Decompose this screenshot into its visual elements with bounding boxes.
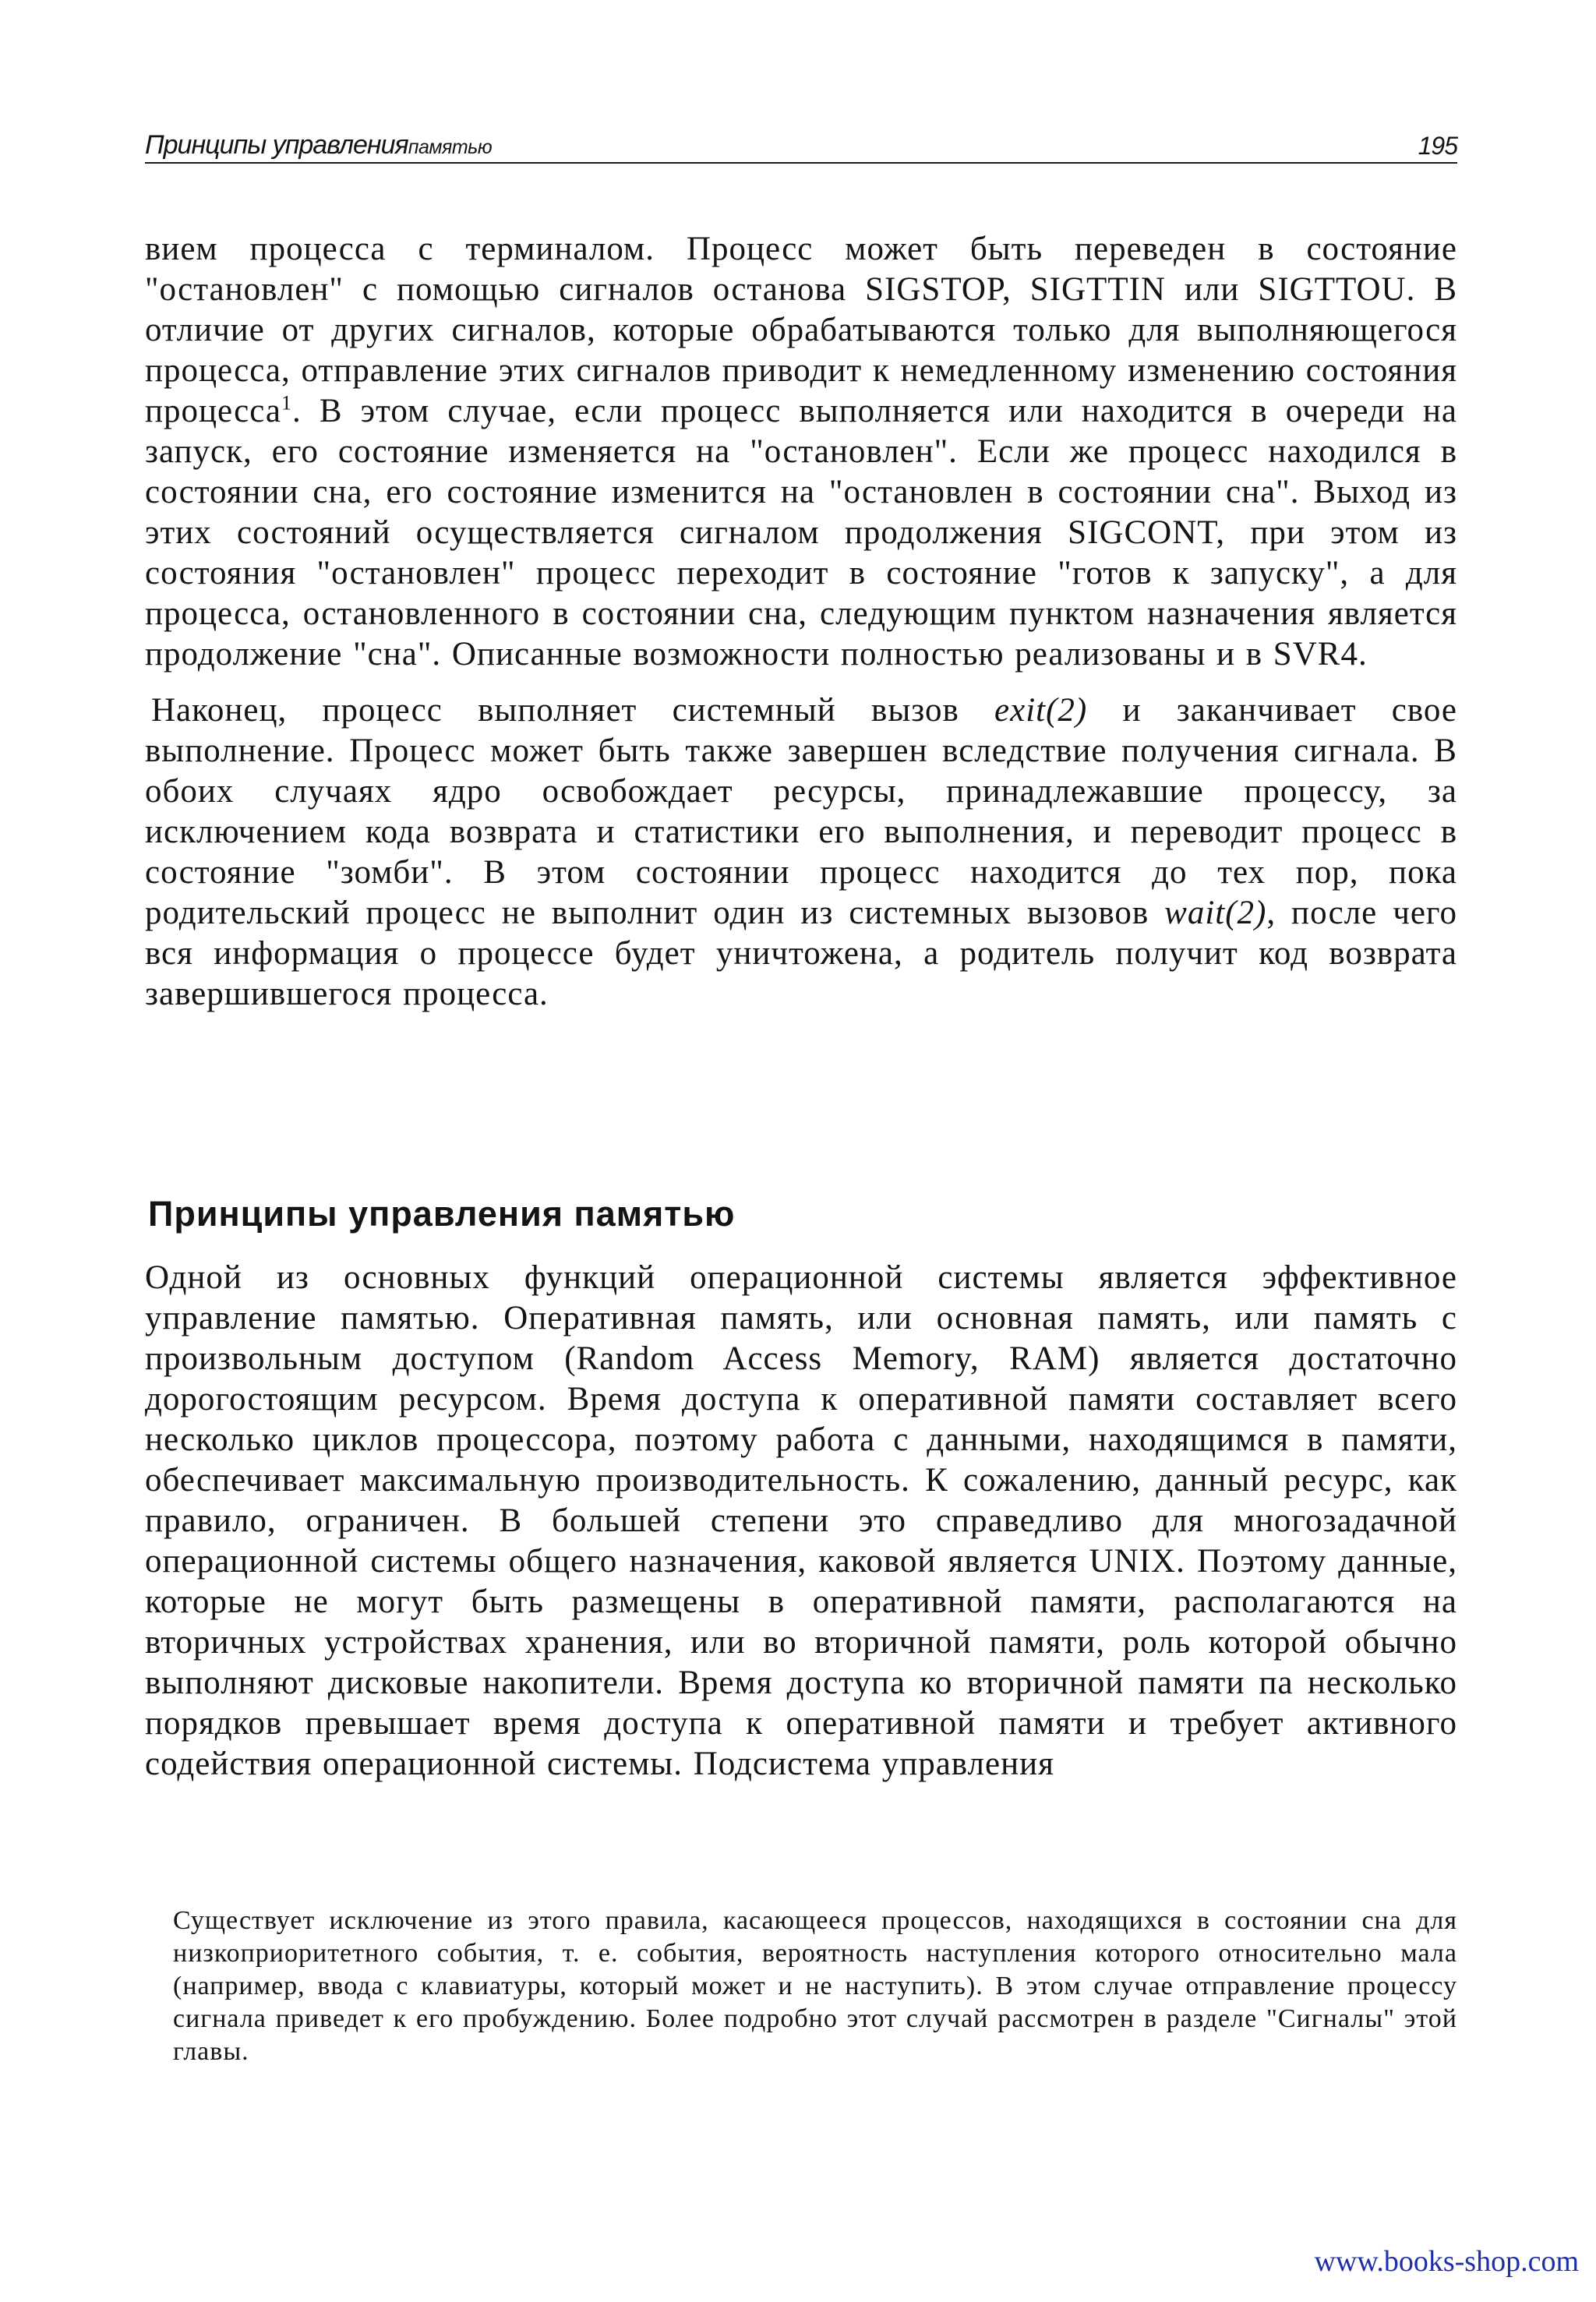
footnote-text: Существует исключение из этого правила, касающееся процессов, находящихся в состоянии сна для низкоприоритетного события, т. е. события, вероятность наступления которого относительно мала (например, ввода с клавиатуры, который может и не наступить). В этом случае отправление процессу сигнала приведет к его пробуждению. Более подробно этот случай рассмотрен в разделе "Сигналы" этой главы. — [173, 1906, 1457, 2066]
paragraph-exit-text-c: , после чего вся информация о процессе будет уничтожена, а родитель получит код возврата завершившегося процесса. — [145, 895, 1457, 1012]
paragraph-exit — [145, 690, 1457, 1015]
running-header — [145, 131, 1457, 164]
watermark-link[interactable]: www.books-shop.com — [1314, 2245, 1579, 2278]
page-number: 195 — [1418, 132, 1457, 160]
running-title — [145, 130, 492, 161]
paragraph-signals-text-a: вием процесса с терминалом. Процесс может быть переведен в состояние "остановлен" с помощью сигналов останова SIGSTOP, SIGTTIN или SIGTTOU. В отличие от других сигналов, которые обрабатываются только для выполняющегося процесса, отправление этих сигналов приводит к немедленному изменению состояния процесса — [145, 231, 1457, 429]
section-heading: Принципы управления памятью — [148, 1194, 736, 1234]
paragraph-memory: Одной из основных функций операционной системы является эффективное управление памятью. Оперативная память, или основная память, или память с произвольным доступом (Random Access Memory, RAM) является достаточно дорогостоящим ресурсом. Время доступа к оперативной памяти составляет всего несколько циклов процессора, поэтому работа с данными, находящимся в памяти, обеспечивает максимальную производительность. К сожалению, данный ресурс, как правило, ограничен. В большей степени это справедливо для многозадачной операционной системы общего назначения, каковой является UNIX. Поэтому данные, которые не могут быть размещены в оперативной памяти, располагаются на вторичных устройствах хранения, или во вторичной памяти, роль которой обычно выполняют дисковые накопители. Время доступа ко вторичной памяти па несколько порядков превышает время доступа к оперативной памяти и требует активного содействия операционной системы. Подсистема управления — [145, 1259, 1457, 1782]
syscall-wait: wait(2) — [1164, 895, 1267, 931]
body-text-top — [145, 229, 1457, 1015]
footnote — [173, 1905, 1457, 2068]
paragraph-signals — [145, 229, 1457, 675]
paragraph-exit-text-a: Наконец, процесс выполняет системный вызов — [151, 692, 995, 729]
body-text-section — [145, 1258, 1457, 1785]
footnote-reference: 1 — [281, 391, 292, 415]
paragraph-exit-text-b: и заканчивает свое выполнение. Процесс может быть также завершен вследствие получения сигнала. В обоих случаях ядро освобождает ресурсы, принадлежавшие процессу, за исключением кода возврата и статистики его выполнения, и переводит процесс в состояние "зомби". В этом состоянии процесс находится до тех пор, пока родительский процесс не выполнит один из системных вызовов — [145, 692, 1457, 931]
running-title-tail: памятью — [408, 136, 493, 158]
paragraph-signals-text-b: . В этом случае, если процесс выполняется или находится в очереди на запуск, его состояние изменяется на "остановлен". Если же процесс находился в состоянии сна, его состояние изменится на "остановлен в состоянии сна". Выход из этих состояний осуществляется сигналом продолжения SIGCONT, при этом из состояния "остановлен" процесс переходит в состояние "готов к запуску", а для процесса, остановленного в состоянии сна, следующим пунктом назначения является продолжение "сна". Описанные возможности полностью реализованы и в SVR4. — [145, 393, 1457, 673]
running-title-lead: Принципы управления — [145, 130, 408, 160]
syscall-exit: exit(2) — [994, 692, 1088, 729]
